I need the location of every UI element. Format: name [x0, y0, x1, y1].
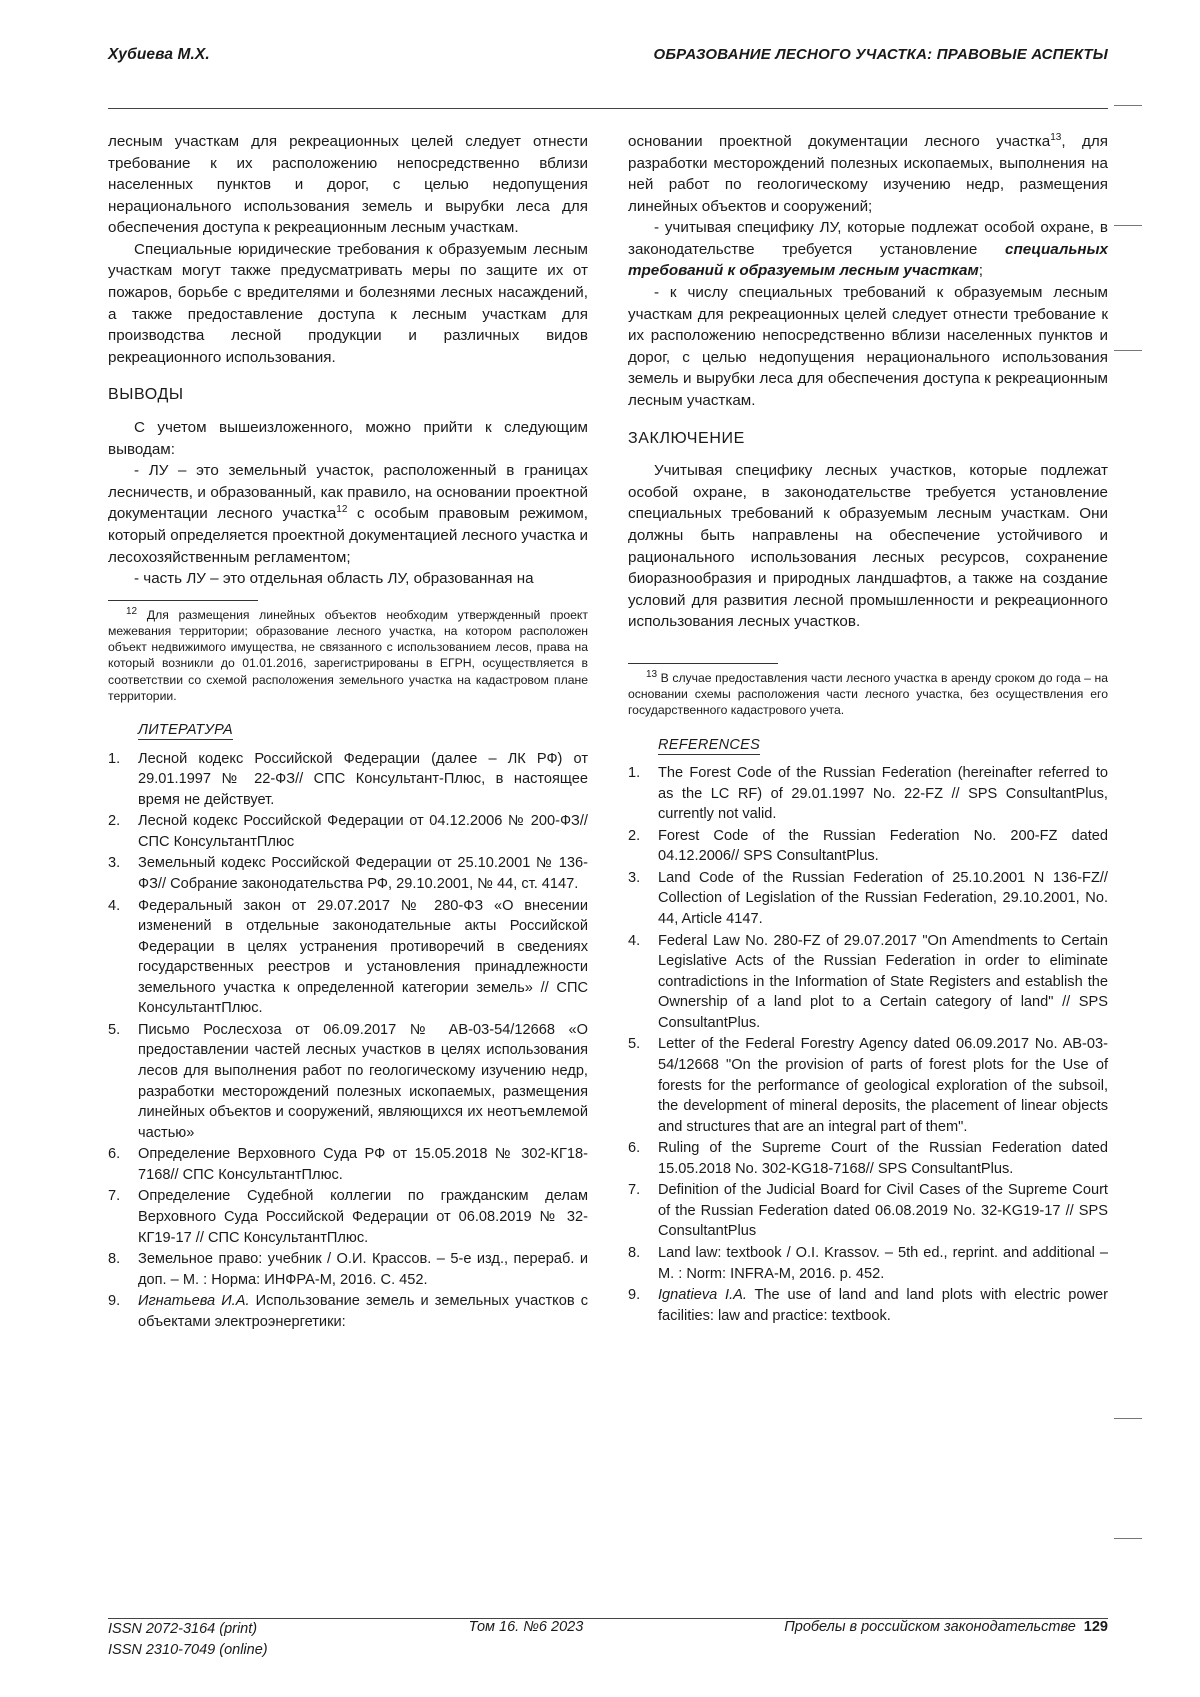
list-item-text: Лесной кодекс Российской Федерации (далее – ЛК РФ) от 29.01.1997 № 22-ФЗ// СПС Консультант-Плюс, в настоящее время не действует.	[138, 750, 588, 808]
bullet-lu-text-b: с особым правовым режимом, который определяется проектной документацией лесного участка и лесохозяйственным регламентом;	[108, 505, 588, 566]
footnote-12	[108, 600, 588, 704]
list-item	[108, 1186, 588, 1248]
list-item-number: 5.	[108, 1021, 121, 1038]
list-item-text: Land Code of the Russian Federation of 25.10.2001 N 136-FZ// Collection of Legislation of the Russian Federation, 29.10.2001, No. 44, Article 4147.	[658, 869, 1108, 928]
literature-heading-text: ЛИТЕРАТУРА	[138, 722, 233, 739]
list-item-number: 2.	[108, 813, 121, 830]
list-item	[108, 1249, 588, 1290]
paragraph-conclusions-intro: С учетом вышеизложенного, можно прийти к следующим выводам:	[108, 419, 588, 458]
list-item-number: 5.	[628, 1036, 641, 1053]
bullet-lu-text-a: - ЛУ – это земельный участок, расположенный в границах лесничеств, и образованный, как правило, на основании проектной документации лесного участка	[108, 462, 588, 523]
issn-online: ISSN 2310-7049 (online)	[108, 1641, 268, 1658]
heading-zaklyuchenie: ЗАКЛЮЧЕНИЕ	[628, 429, 745, 447]
footnote-13-text: В случае предоставления части лесного участка в аренду сроком до года – на основании схемы расположения части лесного участка, без осуществления его государственного кадастрового учета.	[628, 670, 1108, 718]
paragraph-bullet-lu	[108, 460, 588, 568]
right-p2-a: - учитывая специфику ЛУ, которые подлежат особой охране, в законодательстве требуется установление	[628, 219, 1108, 258]
list-item	[108, 749, 588, 811]
footnote-divider	[628, 663, 778, 664]
list-item-text: Федеральный закон от 29.07.2017 № 280-ФЗ «О внесении изменений в отдельные законодательные акты Российской Федерации в целях устранения противоречий в сведениях государственных реестров и установления принадлежности земельного участка к определенной категории земель» // СПС КонсультантПлюс.	[138, 897, 588, 1017]
crop-mark	[1114, 1418, 1142, 1419]
list-item	[628, 1285, 1108, 1326]
author-name: Игнатьева И.А.	[138, 1293, 250, 1310]
list-item-number: 8.	[628, 1245, 641, 1262]
footnote-marker-13: 13	[1050, 131, 1062, 143]
paragraph-continued-right	[628, 131, 1108, 217]
list-item-number: 3.	[108, 855, 121, 872]
footnote-marker-12: 12	[336, 504, 348, 516]
header-divider	[108, 108, 1108, 109]
crop-mark	[1114, 105, 1142, 106]
paragraph-bullet-recreation: - к числу специальных требований к образуемым лесным участкам для рекреационных целей следует отнести требование к их расположению непосредственно вблизи населенных пунктов и дорог, с целью недопущения нерационального использования земель и вырубки леса для обеспечения доступа к рекреационным лесным участкам.	[628, 284, 1108, 409]
list-item-text-rest: Использование земель и земельных участков с объектами электроэнергетики:	[138, 1293, 588, 1330]
list-item	[628, 1180, 1108, 1242]
issn-print: ISSN 2072-3164 (print)	[108, 1620, 258, 1637]
right-p1-b: , для разработки месторождений полезных ископаемых, выполнения на ней работ по геологическому изучению недр, размещения линейных объектов и сооружений;	[628, 133, 1108, 215]
list-item-text: Forest Code of the Russian Federation No. 200-FZ dated 04.12.2006// SPS ConsultantPlus.	[658, 827, 1108, 865]
list-item	[628, 931, 1108, 1034]
footnote-13-number: 13	[646, 668, 658, 680]
paragraph-bullet-part-lu: - часть ЛУ – это отдельная область ЛУ, образованная на	[134, 570, 534, 588]
list-item-number: 7.	[628, 1182, 641, 1199]
list-item-number: 9.	[628, 1287, 641, 1304]
two-column-body	[108, 131, 1108, 1333]
list-item-text: Лесной кодекс Российской Федерации от 04.12.2006 № 200-ФЗ// СПС КонсультантПлюс	[138, 813, 588, 850]
list-item	[108, 1020, 588, 1143]
right-column	[628, 131, 1108, 1333]
paragraph-final: Учитывая специфику лесных участков, которые подлежат особой охране, в законодательстве требуется установление специальных требований к образуемым лесным участкам. Они должны быть направлены на обеспечение устойчивого и рационального использования лесных ресурсов, сохранение биоразнообразия и природных ландшафтов, а также на создание условий для развития лесной промышленности и рекреационного использования лесных участков.	[628, 462, 1108, 631]
list-item-number: 1.	[108, 750, 121, 767]
list-item-number: 2.	[628, 827, 641, 844]
list-item-text-italic-lead	[138, 1291, 588, 1332]
list-item	[108, 853, 588, 894]
heading-vyvody: ВЫВОДЫ	[108, 386, 184, 404]
list-item-number: 6.	[108, 1146, 121, 1163]
list-item-text: Определение Судебной коллегии по гражданским делам Верховного Суда Российской Федерации от 06.08.2019 № 32-КГ19-17 // СПС КонсультантПлюс.	[138, 1188, 588, 1246]
list-item	[628, 1034, 1108, 1137]
page-footer	[108, 1619, 1108, 1661]
footnote-13	[628, 663, 1108, 719]
references-list	[628, 763, 1108, 1326]
list-item-number: 4.	[628, 932, 641, 949]
list-item-text: Определение Верховного Суда РФ от 15.05.2018 № 302-КГ18-7168// СПС КонсультантПлюс.	[138, 1146, 588, 1183]
list-item-text: Letter of the Federal Forestry Agency dated 06.09.2017 No. AB-03-54/12668 "On the provision of parts of forest plots for the Use of forests for the performance of geological exploration of the subsoil, the development of mineral deposits, the placement of linear objects and structures that are an integral part of them".	[658, 1036, 1108, 1135]
list-item-text: The Forest Code of the Russian Federation (hereinafter referred to as the LC RF) of 29.01.1997 No. 22-FZ // SPS ConsultantPlus, currently not valid.	[658, 765, 1108, 823]
references-heading-text: REFERENCES	[658, 736, 761, 753]
footnote-12-text: Для размещения линейных объектов необходим утвержденный проект межевания территории; образование лесного участка, на котором расположен объект недвижимого имущества, не связанного с использованием лесов, права на который возникли до 01.01.2016, зарегистрированы в ЕГРН, осуществляется в соответствии со схемой расположения земельного участка на кадастровом плане территории.	[108, 607, 588, 703]
paragraph-special-requirements: Специальные юридические требования к образуемым лесным участкам могут также предусматривать меры по защите их от пожаров, борьбе с вредителями и болезнями лесных насаждений, а также предоставление доступа к лесным участкам для производства лесной продукции и различных видов рекреационного использования.	[108, 240, 588, 366]
list-item-number: 7.	[108, 1188, 121, 1205]
literature-heading	[138, 720, 588, 741]
issn-block	[108, 1619, 268, 1661]
list-item	[108, 1144, 588, 1185]
list-item-number: 4.	[108, 897, 121, 914]
references-heading	[658, 735, 1108, 756]
right-p2-b: ;	[978, 262, 983, 280]
list-item	[628, 1138, 1108, 1179]
right-p1-a: основании проектной документации лесного участка	[628, 133, 1051, 150]
list-item-text: Land law: textbook / O.I. Krassov. – 5th ed., reprint. and additional – M. : Norm: INFRA-M, 2016. p. 452.	[658, 1245, 1108, 1282]
paragraph-bullet-special	[628, 217, 1108, 282]
list-item-number: 6.	[628, 1140, 641, 1157]
list-item	[628, 1243, 1108, 1284]
journal-info	[784, 1619, 1108, 1635]
paragraph-continued: лесным участкам для рекреационных целей следует отнести требование к их расположению непосредственно вблизи населенных пунктов и дорог, с целью недопущения нерационального использования земель и вырубки леса для обеспечения доступа к рекреационным лесным участкам.	[108, 133, 588, 237]
list-item-number: 3.	[628, 869, 641, 886]
list-item	[628, 868, 1108, 930]
list-item-number: 9.	[108, 1293, 121, 1310]
crop-mark	[1114, 1538, 1142, 1539]
header-author: Хубиева М.Х.	[108, 46, 210, 63]
running-header	[108, 46, 1108, 64]
crop-mark	[1114, 350, 1142, 351]
list-item-text-italic-lead	[658, 1285, 1108, 1326]
literature-list	[108, 749, 588, 1333]
list-item-text: Земельное право: учебник / О.И. Крассов. – 5-е изд., перераб. и доп. – М. : Норма: ИНФРА-М, 2016. С. 452.	[138, 1251, 588, 1288]
page-number: 129	[1083, 1618, 1108, 1635]
list-item	[628, 763, 1108, 825]
crop-mark	[1114, 225, 1142, 226]
list-item-text-rest: The use of land and land plots with electric power facilities: law and practice: textbook.	[658, 1287, 1108, 1324]
list-item	[108, 896, 588, 1019]
left-column	[108, 131, 588, 1333]
volume-info: Том 16. №6 2023	[468, 1618, 584, 1635]
journal-name: Пробелы в российском законодательстве	[784, 1618, 1076, 1635]
list-item-number: 8.	[108, 1251, 121, 1268]
list-item	[108, 811, 588, 852]
footnote-12-number: 12	[126, 605, 138, 617]
list-item-text: Письмо Рослесхоза от 06.09.2017 № АВ-03-54/12668 «О предоставлении частей лесных участков в целях использования лесов для выполнения работ по геологическому изучению недр, разработки месторождений полезных ископаемых, размещения линейных объектов и сооружений, являющихся их неотъемлемой частью»	[138, 1021, 588, 1141]
author-name: Ignatieva I.A.	[658, 1287, 747, 1304]
list-item-number: 1.	[628, 765, 641, 782]
header-title: ОБРАЗОВАНИЕ ЛЕСНОГО УЧАСТКА: ПРАВОВЫЕ АСПЕКТЫ	[653, 46, 1108, 63]
list-item-text: Ruling of the Supreme Court of the Russian Federation dated 15.05.2018 No. 302-KG18-7168// SPS ConsultantPlus.	[658, 1140, 1108, 1177]
list-item-text: Definition of the Judicial Board for Civil Cases of the Supreme Court of the Russian Federation dated 06.08.2019 No. 32-KG19-17 // SPS ConsultantPlus	[658, 1182, 1108, 1240]
emphasis-special-requirements: специальных требований к образуемым лесным участкам	[628, 240, 1108, 280]
list-item-text: Земельный кодекс Российской Федерации от 25.10.2001 № 136-ФЗ// Собрание законодательства РФ, 29.10.2001, № 44, ст. 4147.	[138, 855, 588, 892]
list-item-text: Federal Law No. 280-FZ of 29.07.2017 "On Amendments to Certain Legislative Acts of the Russian Federation in order to eliminate contradictions in the Information of State Registers and establish the Ownership of a land plot to a Certain category of land" // SPS ConsultantPlus.	[658, 932, 1108, 1031]
list-item	[108, 1291, 588, 1332]
footnote-divider	[108, 600, 258, 601]
list-item	[628, 826, 1108, 867]
